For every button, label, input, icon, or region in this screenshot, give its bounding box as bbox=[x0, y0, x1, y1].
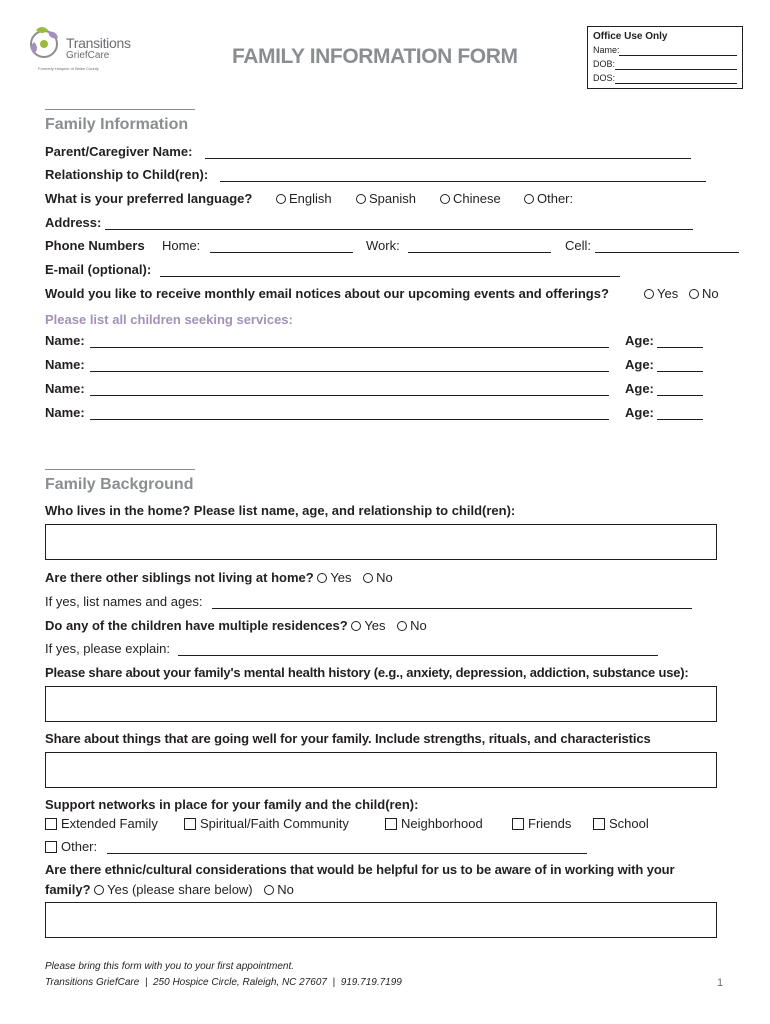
office-dob-label: DOB: bbox=[593, 59, 616, 69]
child-age-field[interactable] bbox=[657, 371, 703, 372]
siblings-no-option[interactable] bbox=[363, 570, 393, 585]
monthly-yes-option[interactable] bbox=[644, 286, 678, 302]
ethnic-no-label: No bbox=[277, 882, 294, 897]
monthly-no-option[interactable] bbox=[689, 286, 719, 302]
work-phone-label: Work: bbox=[366, 238, 400, 253]
language-question: What is your preferred language? bbox=[45, 191, 253, 206]
language-english-label: English bbox=[289, 191, 332, 206]
support-option-spiritual[interactable] bbox=[184, 816, 349, 832]
radio-icon[interactable] bbox=[363, 573, 373, 583]
residences-no-option[interactable] bbox=[397, 618, 427, 633]
siblings-yes-label: Yes bbox=[330, 570, 352, 585]
mental-health-textarea[interactable] bbox=[45, 686, 717, 722]
section-rule bbox=[45, 469, 195, 470]
ethnic-row bbox=[45, 882, 294, 898]
siblings-question: Are there other siblings not living at home? bbox=[45, 570, 314, 585]
support-other-field[interactable] bbox=[107, 853, 587, 854]
home-phone-field[interactable] bbox=[210, 252, 353, 253]
support-option-neighborhood[interactable] bbox=[385, 816, 483, 832]
ethnic-no-option[interactable] bbox=[264, 882, 294, 897]
residences-yes-option[interactable] bbox=[351, 618, 385, 633]
child-age-label: Age: bbox=[625, 357, 654, 372]
child-name-field[interactable] bbox=[90, 419, 609, 420]
section-title-family-background: Family Background bbox=[45, 476, 194, 493]
child-name-field[interactable] bbox=[90, 395, 609, 396]
support-neighborhood-label: Neighborhood bbox=[401, 816, 483, 831]
radio-icon[interactable] bbox=[264, 885, 274, 895]
radio-icon[interactable] bbox=[440, 194, 450, 204]
ethnic-question-line2: family? bbox=[45, 882, 91, 897]
child-name-label: Name: bbox=[45, 357, 85, 372]
office-name-line[interactable] bbox=[619, 55, 737, 56]
office-use-box bbox=[587, 26, 743, 89]
language-spanish-label: Spanish bbox=[369, 191, 416, 206]
cell-phone-label: Cell: bbox=[565, 238, 592, 253]
child-name-label: Name: bbox=[45, 381, 85, 396]
support-extended-family-label: Extended Family bbox=[61, 816, 158, 831]
child-age-field[interactable] bbox=[657, 395, 703, 396]
checkbox-icon[interactable] bbox=[45, 841, 57, 853]
email-label: E-mail (optional): bbox=[45, 262, 152, 277]
residences-followup-label: If yes, please explain: bbox=[45, 641, 171, 656]
section-title-family-information: Family Information bbox=[45, 116, 189, 133]
cell-phone-field[interactable] bbox=[595, 252, 739, 253]
logo bbox=[26, 22, 146, 76]
siblings-row bbox=[45, 570, 393, 586]
child-age-field[interactable] bbox=[657, 419, 703, 420]
radio-icon[interactable] bbox=[689, 289, 699, 299]
monthly-email-question: Would you like to receive monthly email notices about our upcoming events and offerings? bbox=[45, 286, 609, 301]
child-name-field[interactable] bbox=[90, 347, 609, 348]
language-option-english[interactable] bbox=[276, 191, 332, 207]
radio-icon[interactable] bbox=[644, 289, 654, 299]
support-friends-label: Friends bbox=[528, 816, 572, 831]
support-spiritual-label: Spiritual/Faith Community bbox=[200, 816, 349, 831]
child-age-label: Age: bbox=[625, 333, 654, 348]
siblings-yes-option[interactable] bbox=[317, 570, 351, 585]
phone-label: Phone Numbers bbox=[45, 238, 145, 253]
mental-health-question: Please share about your family's mental health history (e.g., anxiety, depression, addiction, substance use): bbox=[45, 665, 689, 680]
address-label: Address: bbox=[45, 215, 102, 230]
lives-in-home-textarea[interactable] bbox=[45, 524, 717, 560]
section-rule bbox=[45, 109, 195, 110]
language-other-label: Other: bbox=[537, 191, 574, 206]
lives-in-home-question: Who lives in the home? Please list name, age, and relationship to child(ren): bbox=[45, 503, 516, 518]
radio-icon[interactable] bbox=[524, 194, 534, 204]
checkbox-icon[interactable] bbox=[593, 818, 605, 830]
office-dos-label: DOS: bbox=[593, 73, 616, 83]
checkbox-icon[interactable] bbox=[385, 818, 397, 830]
support-school-label: School bbox=[609, 816, 649, 831]
radio-icon[interactable] bbox=[351, 621, 361, 631]
parent-name-label: Parent/Caregiver Name: bbox=[45, 144, 193, 159]
going-well-question: Share about things that are going well for your family. Include strengths, rituals, and characteristics bbox=[45, 731, 651, 746]
footer-address: Transitions GriefCare | 250 Hospice Circle, Raleigh, NC 27607 | 919.719.7199 bbox=[45, 977, 402, 988]
ethnic-textarea[interactable] bbox=[45, 902, 717, 938]
relationship-field[interactable] bbox=[220, 181, 706, 182]
radio-icon[interactable] bbox=[276, 194, 286, 204]
support-option-school[interactable] bbox=[593, 816, 649, 832]
form-title: FAMILY INFORMATION FORM bbox=[232, 45, 518, 68]
checkbox-icon[interactable] bbox=[45, 818, 57, 830]
monthly-yes-label: Yes bbox=[657, 286, 679, 301]
address-field[interactable] bbox=[105, 229, 693, 230]
office-dob-line[interactable] bbox=[615, 69, 737, 70]
radio-icon[interactable] bbox=[317, 573, 327, 583]
logo-subname: GriefCare bbox=[66, 50, 110, 61]
radio-icon[interactable] bbox=[94, 885, 104, 895]
language-option-chinese[interactable] bbox=[440, 191, 501, 207]
children-heading: Please list all children seeking services: bbox=[45, 312, 293, 327]
radio-icon[interactable] bbox=[356, 194, 366, 204]
residences-no-label: No bbox=[410, 618, 427, 633]
support-networks-question: Support networks in place for your family and the child(ren): bbox=[45, 797, 419, 812]
footer-note: Please bring this form with you to your first appointment. bbox=[45, 961, 295, 972]
siblings-no-label: No bbox=[376, 570, 393, 585]
support-other-label: Other: bbox=[61, 839, 98, 854]
parent-name-field[interactable] bbox=[205, 158, 691, 159]
child-age-label: Age: bbox=[625, 405, 654, 420]
work-phone-field[interactable] bbox=[408, 252, 551, 253]
office-dos-line[interactable] bbox=[615, 83, 737, 84]
support-option-friends[interactable] bbox=[512, 816, 571, 832]
language-chinese-label: Chinese bbox=[453, 191, 501, 206]
support-option-extended-family[interactable] bbox=[45, 816, 158, 832]
ethnic-yes-option[interactable] bbox=[94, 882, 253, 897]
siblings-followup-field[interactable] bbox=[212, 608, 692, 609]
residences-followup-field[interactable] bbox=[178, 655, 658, 656]
logo-mark-icon bbox=[26, 22, 66, 62]
siblings-followup-label: If yes, list names and ages: bbox=[45, 594, 203, 609]
office-name-label: Name: bbox=[593, 45, 620, 55]
logo-name: Transitions bbox=[66, 35, 131, 51]
child-name-label: Name: bbox=[45, 405, 85, 420]
office-title: Office Use Only bbox=[593, 31, 668, 42]
home-phone-label: Home: bbox=[162, 238, 201, 253]
residences-question: Do any of the children have multiple residences? bbox=[45, 618, 348, 633]
page-number: 1 bbox=[717, 977, 724, 989]
going-well-textarea[interactable] bbox=[45, 752, 717, 788]
ethnic-yes-label: Yes (please share below) bbox=[107, 882, 253, 897]
relationship-label: Relationship to Child(ren): bbox=[45, 167, 209, 182]
residences-yes-label: Yes bbox=[364, 618, 386, 633]
child-name-label: Name: bbox=[45, 333, 85, 348]
residences-row bbox=[45, 618, 427, 634]
support-option-other[interactable] bbox=[45, 839, 97, 855]
ethnic-question-line1: Are there ethnic/cultural considerations that would be helpful for us to be aware of in working with your bbox=[45, 862, 675, 877]
checkbox-icon[interactable] bbox=[512, 818, 524, 830]
child-name-field[interactable] bbox=[90, 371, 609, 372]
child-age-field[interactable] bbox=[657, 347, 703, 348]
monthly-no-label: No bbox=[702, 286, 719, 301]
child-age-label: Age: bbox=[625, 381, 654, 396]
logo-tagline: Formerly Hospice of Wake County bbox=[38, 66, 99, 71]
checkbox-icon[interactable] bbox=[184, 818, 196, 830]
language-option-other[interactable] bbox=[524, 191, 573, 207]
language-option-spanish[interactable] bbox=[356, 191, 416, 207]
email-field[interactable] bbox=[160, 276, 620, 277]
radio-icon[interactable] bbox=[397, 621, 407, 631]
